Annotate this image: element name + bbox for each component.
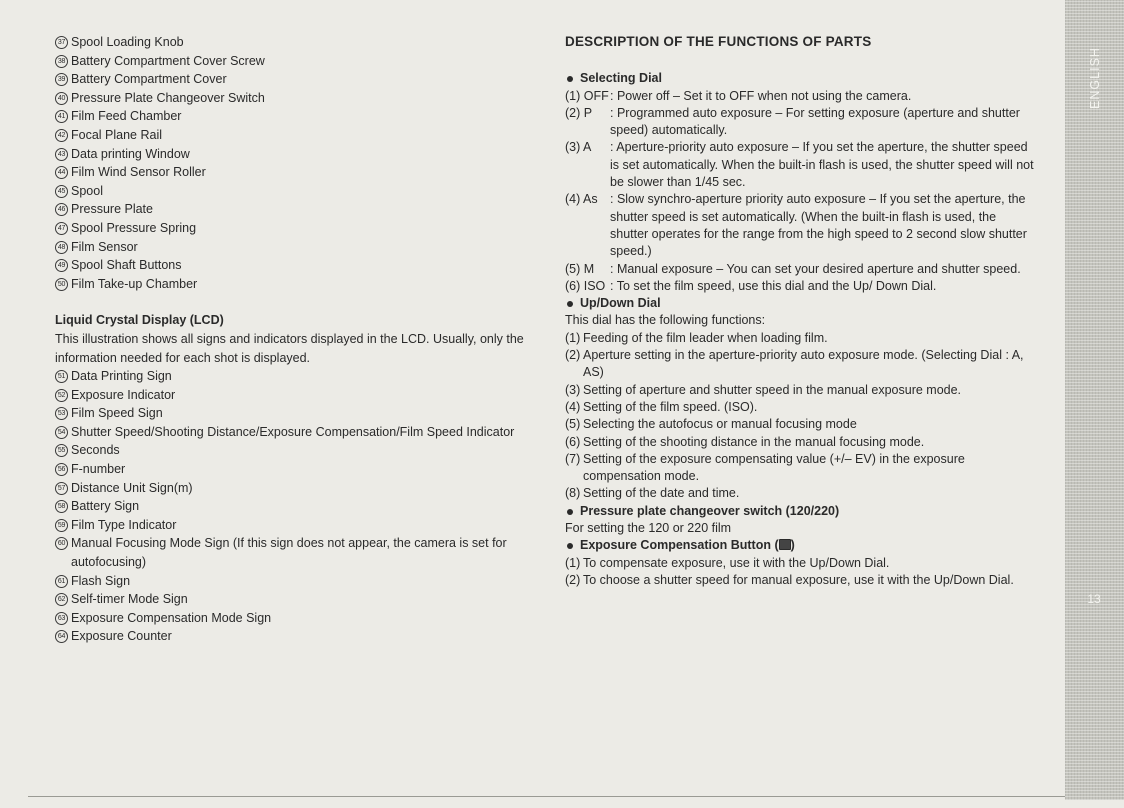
item-number-badge: 53 bbox=[55, 407, 68, 420]
updown-dial-heading bbox=[565, 295, 1035, 312]
item-label: Spool Shaft Buttons bbox=[71, 258, 182, 273]
updown-function-item bbox=[565, 330, 1035, 347]
item-number-badge: 51 bbox=[55, 370, 68, 383]
part-item bbox=[55, 275, 525, 294]
item-desc: Setting of aperture and shutter speed in the manual exposure mode. bbox=[583, 382, 962, 397]
lcd-item bbox=[55, 590, 525, 609]
item-label: Data printing Window bbox=[71, 146, 190, 161]
item-key: (7) bbox=[565, 451, 581, 466]
item-label: Manual Focusing Mode Sign (If this sign does not appear, the camera is set for autofocusing) bbox=[71, 536, 507, 570]
item-label: Film Take-up Chamber bbox=[71, 276, 198, 291]
item-number-badge: 57 bbox=[55, 482, 68, 495]
item-label: Film Wind Sensor Roller bbox=[71, 165, 206, 180]
item-label: F-number bbox=[71, 462, 126, 477]
item-number-badge: 38 bbox=[55, 55, 68, 68]
lcd-item bbox=[55, 423, 525, 442]
selecting-dial-list bbox=[565, 88, 1035, 296]
item-desc: Feeding of the film leader when loading film. bbox=[583, 330, 828, 345]
updown-function-item bbox=[565, 434, 1035, 451]
right-column bbox=[565, 33, 1035, 589]
item-number-badge: 41 bbox=[55, 110, 68, 123]
updown-function-item bbox=[565, 382, 1035, 399]
item-number-badge: 56 bbox=[55, 463, 68, 476]
item-number-badge: 43 bbox=[55, 148, 68, 161]
lcd-intro: This illustration shows all signs and indicators displayed in the LCD. Usually, only the information needed for each shot is displayed. bbox=[55, 331, 524, 365]
lcd-item bbox=[55, 627, 525, 646]
exp-comp-button-heading-text: Exposure Compensation Button ( bbox=[580, 538, 779, 553]
selecting-dial-heading-text: Selecting Dial bbox=[580, 71, 662, 86]
lcd-heading: Liquid Crystal Display (LCD) bbox=[55, 313, 224, 328]
dial-mode-item bbox=[565, 278, 1035, 295]
side-tab-label-wrap bbox=[1065, 28, 1124, 128]
item-desc: : Aperture-priority auto exposure – If you set the aperture, the shutter speed is set automatically. When the built-in flash is used, the shutter speed will not be slower than 1/45 sec. bbox=[610, 140, 1034, 190]
updown-function-item bbox=[565, 485, 1035, 502]
item-desc: Setting of the shooting distance in the manual focusing mode. bbox=[583, 434, 925, 449]
item-key: (2) P bbox=[565, 105, 593, 120]
item-number-badge: 61 bbox=[55, 575, 68, 588]
part-item bbox=[55, 219, 525, 238]
item-desc: Setting of the date and time. bbox=[583, 486, 740, 501]
item-label: Spool Loading Knob bbox=[71, 35, 184, 49]
part-item bbox=[55, 163, 525, 182]
lcd-item bbox=[55, 441, 525, 460]
item-label: Shutter Speed/Shooting Distance/Exposure Compensation/Film Speed Indicator bbox=[71, 424, 515, 439]
item-number-badge: 60 bbox=[55, 537, 68, 550]
lcd-item bbox=[55, 367, 525, 386]
item-key: (6) bbox=[565, 434, 581, 449]
part-item bbox=[55, 145, 525, 164]
item-number-badge: 63 bbox=[55, 612, 68, 625]
bottom-divider bbox=[28, 796, 1065, 797]
part-item bbox=[55, 126, 525, 145]
item-key: (2) bbox=[565, 572, 581, 587]
lcd-item bbox=[55, 460, 525, 479]
item-label: Pressure Plate Changeover Switch bbox=[71, 90, 265, 105]
item-label: Battery Sign bbox=[71, 499, 140, 514]
item-label: Seconds bbox=[71, 443, 120, 458]
item-number-badge: 42 bbox=[55, 129, 68, 142]
language-side-tab bbox=[1065, 0, 1124, 800]
item-key: (8) bbox=[565, 486, 581, 501]
part-item bbox=[55, 89, 525, 108]
exp-comp-button-heading bbox=[565, 537, 1035, 554]
lcd-item bbox=[55, 516, 525, 535]
exp-comp-item bbox=[565, 572, 1035, 589]
item-label: Exposure Indicator bbox=[71, 387, 176, 402]
item-label: Exposure Compensation Mode Sign bbox=[71, 610, 272, 625]
exp-comp-button-heading-end: ) bbox=[790, 538, 795, 553]
selecting-dial-heading bbox=[565, 70, 1035, 87]
bullet-icon bbox=[567, 509, 573, 515]
item-number-badge: 58 bbox=[55, 500, 68, 513]
updown-function-item bbox=[565, 451, 1035, 486]
item-key: (1) OFF bbox=[565, 88, 609, 103]
item-desc: : Power off – Set it to OFF when not using the camera. bbox=[610, 88, 912, 103]
item-desc: To choose a shutter speed for manual exposure, use it with the Up/Down Dial. bbox=[583, 572, 1014, 587]
item-number-badge: 44 bbox=[55, 166, 68, 179]
item-label: Film Feed Chamber bbox=[71, 109, 182, 124]
dial-mode-item bbox=[565, 105, 1035, 140]
item-label: Exposure Counter bbox=[71, 629, 172, 644]
item-label: Battery Compartment Cover bbox=[71, 72, 227, 87]
item-label: Self-timer Mode Sign bbox=[71, 592, 188, 607]
item-label: Flash Sign bbox=[71, 573, 131, 588]
item-desc: Aperture setting in the aperture-priority auto exposure mode. (Selecting Dial : A, AS) bbox=[583, 348, 1024, 380]
item-key: (3) A bbox=[565, 140, 592, 155]
lcd-item bbox=[55, 497, 525, 516]
item-number-badge: 37 bbox=[55, 36, 68, 49]
lcd-item bbox=[55, 404, 525, 423]
item-number-badge: 48 bbox=[55, 241, 68, 254]
item-number-badge: 64 bbox=[55, 630, 68, 643]
bullet-icon bbox=[567, 301, 573, 307]
part-item bbox=[55, 182, 525, 201]
part-item bbox=[55, 200, 525, 219]
item-label: Pressure Plate bbox=[71, 202, 153, 217]
lcd-list bbox=[55, 367, 525, 646]
lcd-item bbox=[55, 479, 525, 498]
item-desc: Setting of the film speed. (ISO). bbox=[583, 399, 758, 414]
item-desc: Selecting the autofocus or manual focusing mode bbox=[583, 417, 857, 432]
exp-comp-button-heading-line bbox=[580, 537, 795, 554]
item-key: (4) As bbox=[565, 192, 598, 207]
side-tab-label: ENGLISH bbox=[1087, 47, 1102, 109]
pressure-switch-desc: For setting the 120 or 220 film bbox=[565, 521, 732, 536]
bullet-icon bbox=[567, 76, 573, 82]
lcd-item bbox=[55, 386, 525, 405]
item-desc: : Slow synchro-aperture priority auto exposure – If you set the aperture, the shutter speed is set automatically. (When the built-in flash is used, the shutter operates for the range from the high speed to 2 second slow shutter speed.) bbox=[610, 192, 1027, 259]
part-item bbox=[55, 33, 525, 52]
item-number-badge: 47 bbox=[55, 222, 68, 235]
item-number-badge: 49 bbox=[55, 259, 68, 272]
updown-function-item bbox=[565, 416, 1035, 433]
item-number-badge: 54 bbox=[55, 426, 68, 439]
lcd-item bbox=[55, 534, 525, 571]
exposure-compensation-button-icon bbox=[779, 539, 791, 550]
updown-dial-heading-text: Up/Down Dial bbox=[580, 296, 661, 311]
item-label: Film Sensor bbox=[71, 239, 138, 254]
item-desc: : Manual exposure – You can set your desired aperture and shutter speed. bbox=[610, 261, 1021, 276]
item-label: Film Type Indicator bbox=[71, 517, 177, 532]
item-key: (3) bbox=[565, 382, 581, 397]
item-desc: Setting of the exposure compensating value (+/– EV) in the exposure compensation mode. bbox=[583, 451, 965, 484]
item-key: (6) ISO bbox=[565, 278, 606, 293]
dial-mode-item bbox=[565, 191, 1035, 260]
exp-comp-item bbox=[565, 555, 1035, 572]
updown-dial-list bbox=[565, 330, 1035, 503]
section-title: DESCRIPTION OF THE FUNCTIONS OF PARTS bbox=[565, 34, 872, 49]
item-label: Spool bbox=[71, 183, 103, 198]
item-number-badge: 59 bbox=[55, 519, 68, 532]
lcd-item bbox=[55, 609, 525, 628]
item-key: (1) bbox=[565, 555, 581, 570]
item-number-badge: 39 bbox=[55, 73, 68, 86]
item-number-badge: 62 bbox=[55, 593, 68, 606]
item-label: Distance Unit Sign(m) bbox=[71, 480, 193, 495]
bullet-icon bbox=[567, 543, 573, 549]
item-desc: : Programmed auto exposure – For setting exposure (aperture and shutter speed) automatically. bbox=[610, 105, 1020, 138]
part-item bbox=[55, 238, 525, 257]
part-item bbox=[55, 107, 525, 126]
dial-mode-item bbox=[565, 139, 1035, 191]
exp-comp-button-list bbox=[565, 555, 1035, 590]
pressure-switch-heading bbox=[565, 503, 1035, 520]
item-label: Battery Compartment Cover Screw bbox=[71, 53, 265, 68]
item-key: (4) bbox=[565, 399, 581, 414]
item-number-badge: 55 bbox=[55, 444, 68, 457]
part-item bbox=[55, 256, 525, 275]
item-key: (5) bbox=[565, 417, 581, 432]
item-key: (1) bbox=[565, 330, 581, 345]
dial-mode-item bbox=[565, 88, 1035, 105]
updown-dial-intro: This dial has the following functions: bbox=[565, 313, 766, 328]
item-label: Spool Pressure Spring bbox=[71, 220, 197, 235]
item-desc: : To set the film speed, use this dial and the Up/ Down Dial. bbox=[610, 278, 937, 293]
page-number: 13 bbox=[1087, 592, 1101, 606]
left-column bbox=[55, 33, 525, 646]
item-number-badge: 40 bbox=[55, 92, 68, 105]
parts-list bbox=[55, 33, 525, 293]
item-label: Focal Plane Rail bbox=[71, 127, 163, 142]
item-key: (2) bbox=[565, 348, 581, 363]
item-key: (5) M bbox=[565, 261, 595, 276]
item-number-badge: 50 bbox=[55, 278, 68, 291]
updown-function-item bbox=[565, 347, 1035, 382]
part-item bbox=[55, 52, 525, 71]
lcd-item bbox=[55, 572, 525, 591]
item-desc: To compensate exposure, use it with the Up/Down Dial. bbox=[583, 555, 890, 570]
updown-function-item bbox=[565, 399, 1035, 416]
pressure-switch-heading-text: Pressure plate changeover switch (120/220) bbox=[580, 503, 840, 518]
part-item bbox=[55, 70, 525, 89]
item-number-badge: 52 bbox=[55, 389, 68, 402]
dial-mode-item bbox=[565, 261, 1035, 278]
item-number-badge: 45 bbox=[55, 185, 68, 198]
item-label: Data Printing Sign bbox=[71, 369, 172, 384]
item-number-badge: 46 bbox=[55, 203, 68, 216]
item-label: Film Speed Sign bbox=[71, 406, 163, 421]
